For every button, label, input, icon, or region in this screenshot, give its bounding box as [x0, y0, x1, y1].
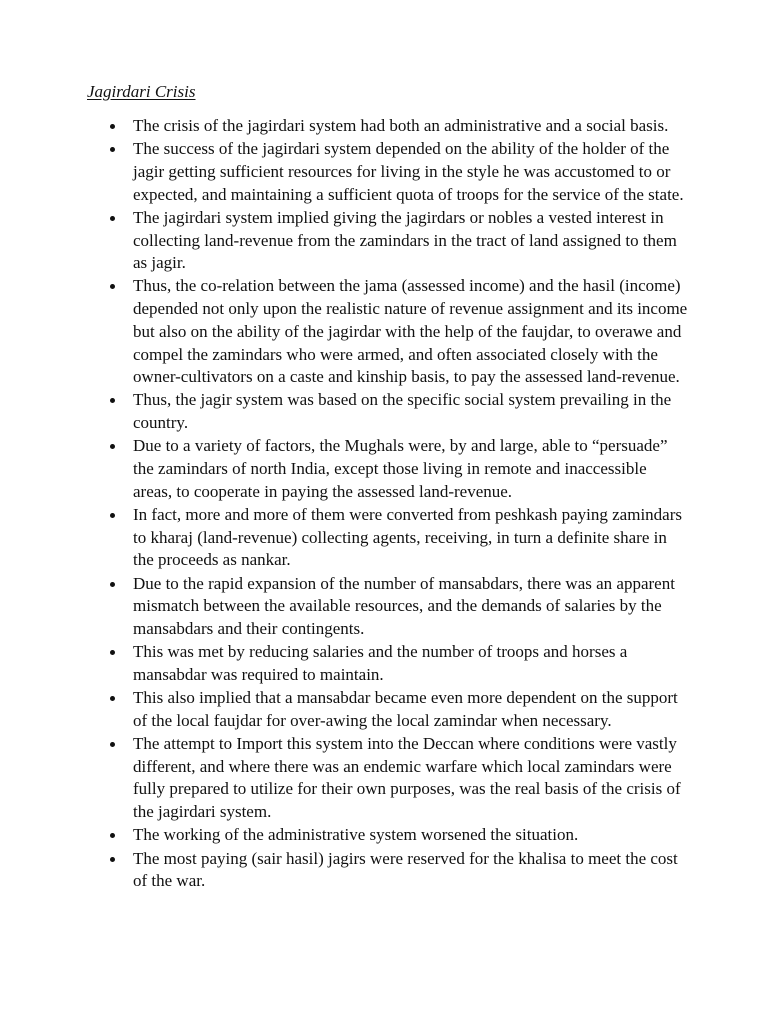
bullet-dot-icon	[110, 124, 115, 129]
bullet-item	[0, 435, 768, 503]
bullet-item	[0, 275, 768, 389]
bullet-text: The working of the administrative system worsened the situation.	[133, 825, 579, 845]
bullet-dot-icon	[110, 398, 115, 403]
bullet-dot-icon	[110, 444, 115, 449]
bullet-text: This was met by reducing salaries and the number of troops and horses a mansabdar was required to maintain.	[133, 642, 628, 684]
bullet-text: The attempt to Import this system into the Deccan where conditions were vastly different, and where there was an endemic warfare which local zamindars were fully prepared to utilize for their own purposes, was the real basis of the crisis of the jagirdari system.	[133, 733, 681, 822]
bullet-dot-icon	[110, 696, 115, 701]
bullet-dot-icon	[110, 216, 115, 221]
bullet-item	[0, 504, 768, 572]
bullet-dot-icon	[110, 857, 115, 862]
bullet-text: This also implied that a mansabdar became even more dependent on the support of the local faujdar for over-awing the local zamindar when necessary.	[133, 688, 678, 730]
bullet-text: Thus, the co-relation between the jama (assessed income) and the hasil (income) depended not only upon the realistic nature of revenue assignment and its income but also on the ability of the jagirdar with the help of the faujdar, to overawe and compel the zamindars who were armed, and often associated closely with the owner-cultivators on a caste and kinship basis, to pay the assessed land-revenue.	[133, 276, 688, 387]
bullet-text: Thus, the jagir system was based on the specific social system prevailing in the country.	[133, 390, 672, 433]
document-heading: Jagirdari Crisis	[87, 82, 196, 101]
bullet-text: In fact, more and more of them were converted from peshkash paying zamindars to kharaj (land-revenue) collecting agents, receiving, in turn a definite share in the proceeds as nankar.	[133, 504, 682, 570]
bullet-item	[0, 389, 768, 434]
bullet-dot-icon	[110, 833, 115, 838]
bullet-text: The most paying (sair hasil) jagirs were reserved for the khalisa to meet the cost of the war.	[133, 848, 678, 891]
bullet-item	[0, 207, 768, 275]
bullet-text: Due to a variety of factors, the Mughals were, by and large, able to “persuade” the zamindars of north India, except those living in remote and inaccessible areas, to cooperate in paying the assessed land-revenue.	[133, 436, 668, 501]
bullet-item	[0, 687, 768, 732]
bullet-dot-icon	[110, 742, 115, 747]
bullet-item	[0, 641, 768, 686]
bullet-dot-icon	[110, 582, 115, 587]
bullet-text: The success of the jagirdari system depended on the ability of the holder of the jagir getting sufficient resources for living in the style he was accustomed to or expected, and maintaining a sufficient quota of troops for the service of the state.	[133, 139, 684, 204]
bullet-item	[0, 733, 768, 824]
bullet-item	[0, 138, 768, 206]
bullet-item	[0, 115, 768, 138]
bullet-item	[0, 848, 768, 893]
bullet-list	[0, 115, 768, 893]
bullet-dot-icon	[110, 147, 115, 152]
bullet-dot-icon	[110, 513, 115, 518]
bullet-item	[0, 573, 768, 641]
bullet-item	[0, 824, 768, 847]
bullet-dot-icon	[110, 284, 115, 289]
bullet-text: Due to the rapid expansion of the number of mansabdars, there was an apparent mismatch between the available resources, and the demands of salaries by the mansabdars and their contingents.	[133, 573, 675, 638]
bullet-text: The crisis of the jagirdari system had both an administrative and a social basis.	[133, 116, 669, 135]
bullet-dot-icon	[110, 650, 115, 655]
bullet-text: The jagirdari system implied giving the jagirdars or nobles a vested interest in collecting land-revenue from the zamindars in the tract of land assigned to them as jagir.	[133, 207, 677, 273]
